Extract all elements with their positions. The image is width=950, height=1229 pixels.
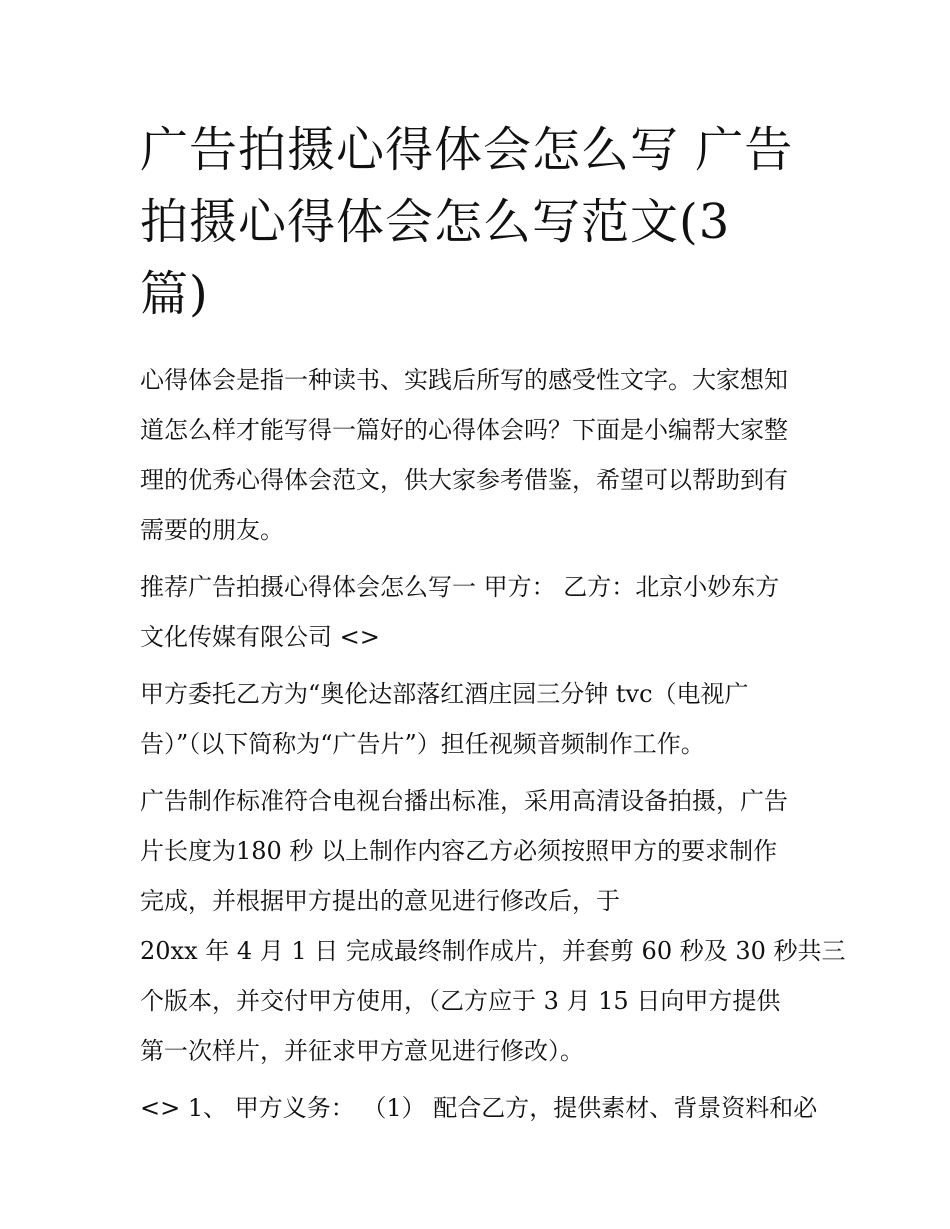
title-line: 篇) <box>140 266 209 322</box>
commission-paragraph <box>140 669 820 769</box>
parties-paragraph <box>140 562 820 662</box>
document-body <box>140 355 846 1140</box>
text-line: 片长度为180 秒 以上制作内容乙方必须按照甲方的要求制作 <box>140 837 778 865</box>
document-title <box>140 114 820 330</box>
text-line: 理的优秀心得体会范文，供大家参考借鉴，希望可以帮助到有 <box>140 466 788 494</box>
title-line: 广告拍摄心得体会怎么写 广告 <box>140 122 794 178</box>
text-line: 第一次样片，并征求甲方意见进行修改）。 <box>140 1037 584 1065</box>
text-line: 个版本，并交付甲方使用，（乙方应于 3 月 15 日向甲方提供 <box>140 987 781 1015</box>
standards-paragraph <box>140 776 846 1076</box>
intro-paragraph <box>140 355 820 555</box>
text-line: 甲方委托乙方为“奥伦达部落红酒庄园三分钟 tvc（电视广 <box>140 680 749 708</box>
text-line: 完成，并根据甲方提出的意见进行修改后，于 <box>140 887 620 915</box>
title-line: 拍摄心得体会怎么写范文(3 <box>140 194 731 250</box>
text-line: 推荐广告拍摄心得体会怎么写一 甲方： 乙方：北京小妙东方 <box>140 573 780 601</box>
text-line: 广告制作标准符合电视台播出标准，采用高清设备拍摄，广告 <box>140 787 788 815</box>
text-line: 文化传媒有限公司 <> <box>140 623 380 651</box>
text-line: 心得体会是指一种读书、实践后所写的感受性文字。大家想知 <box>140 366 788 394</box>
text-line: <> 1、 甲方义务： （1） 配合乙方，提供素材、背景资料和必 <box>140 1094 818 1122</box>
text-line: 告）”（以下简称为“广告片”）担任视频音频制作工作。 <box>140 730 705 758</box>
text-line: 需要的朋友。 <box>140 516 284 544</box>
obligations-paragraph <box>140 1083 820 1133</box>
text-line: 道怎么样才能写得一篇好的心得体会吗？下面是小编帮大家整 <box>140 416 788 444</box>
text-line: 20xx 年 4 月 1 日 完成最终制作成片，并套剪 60 秒及 30 秒共三 <box>140 937 846 965</box>
